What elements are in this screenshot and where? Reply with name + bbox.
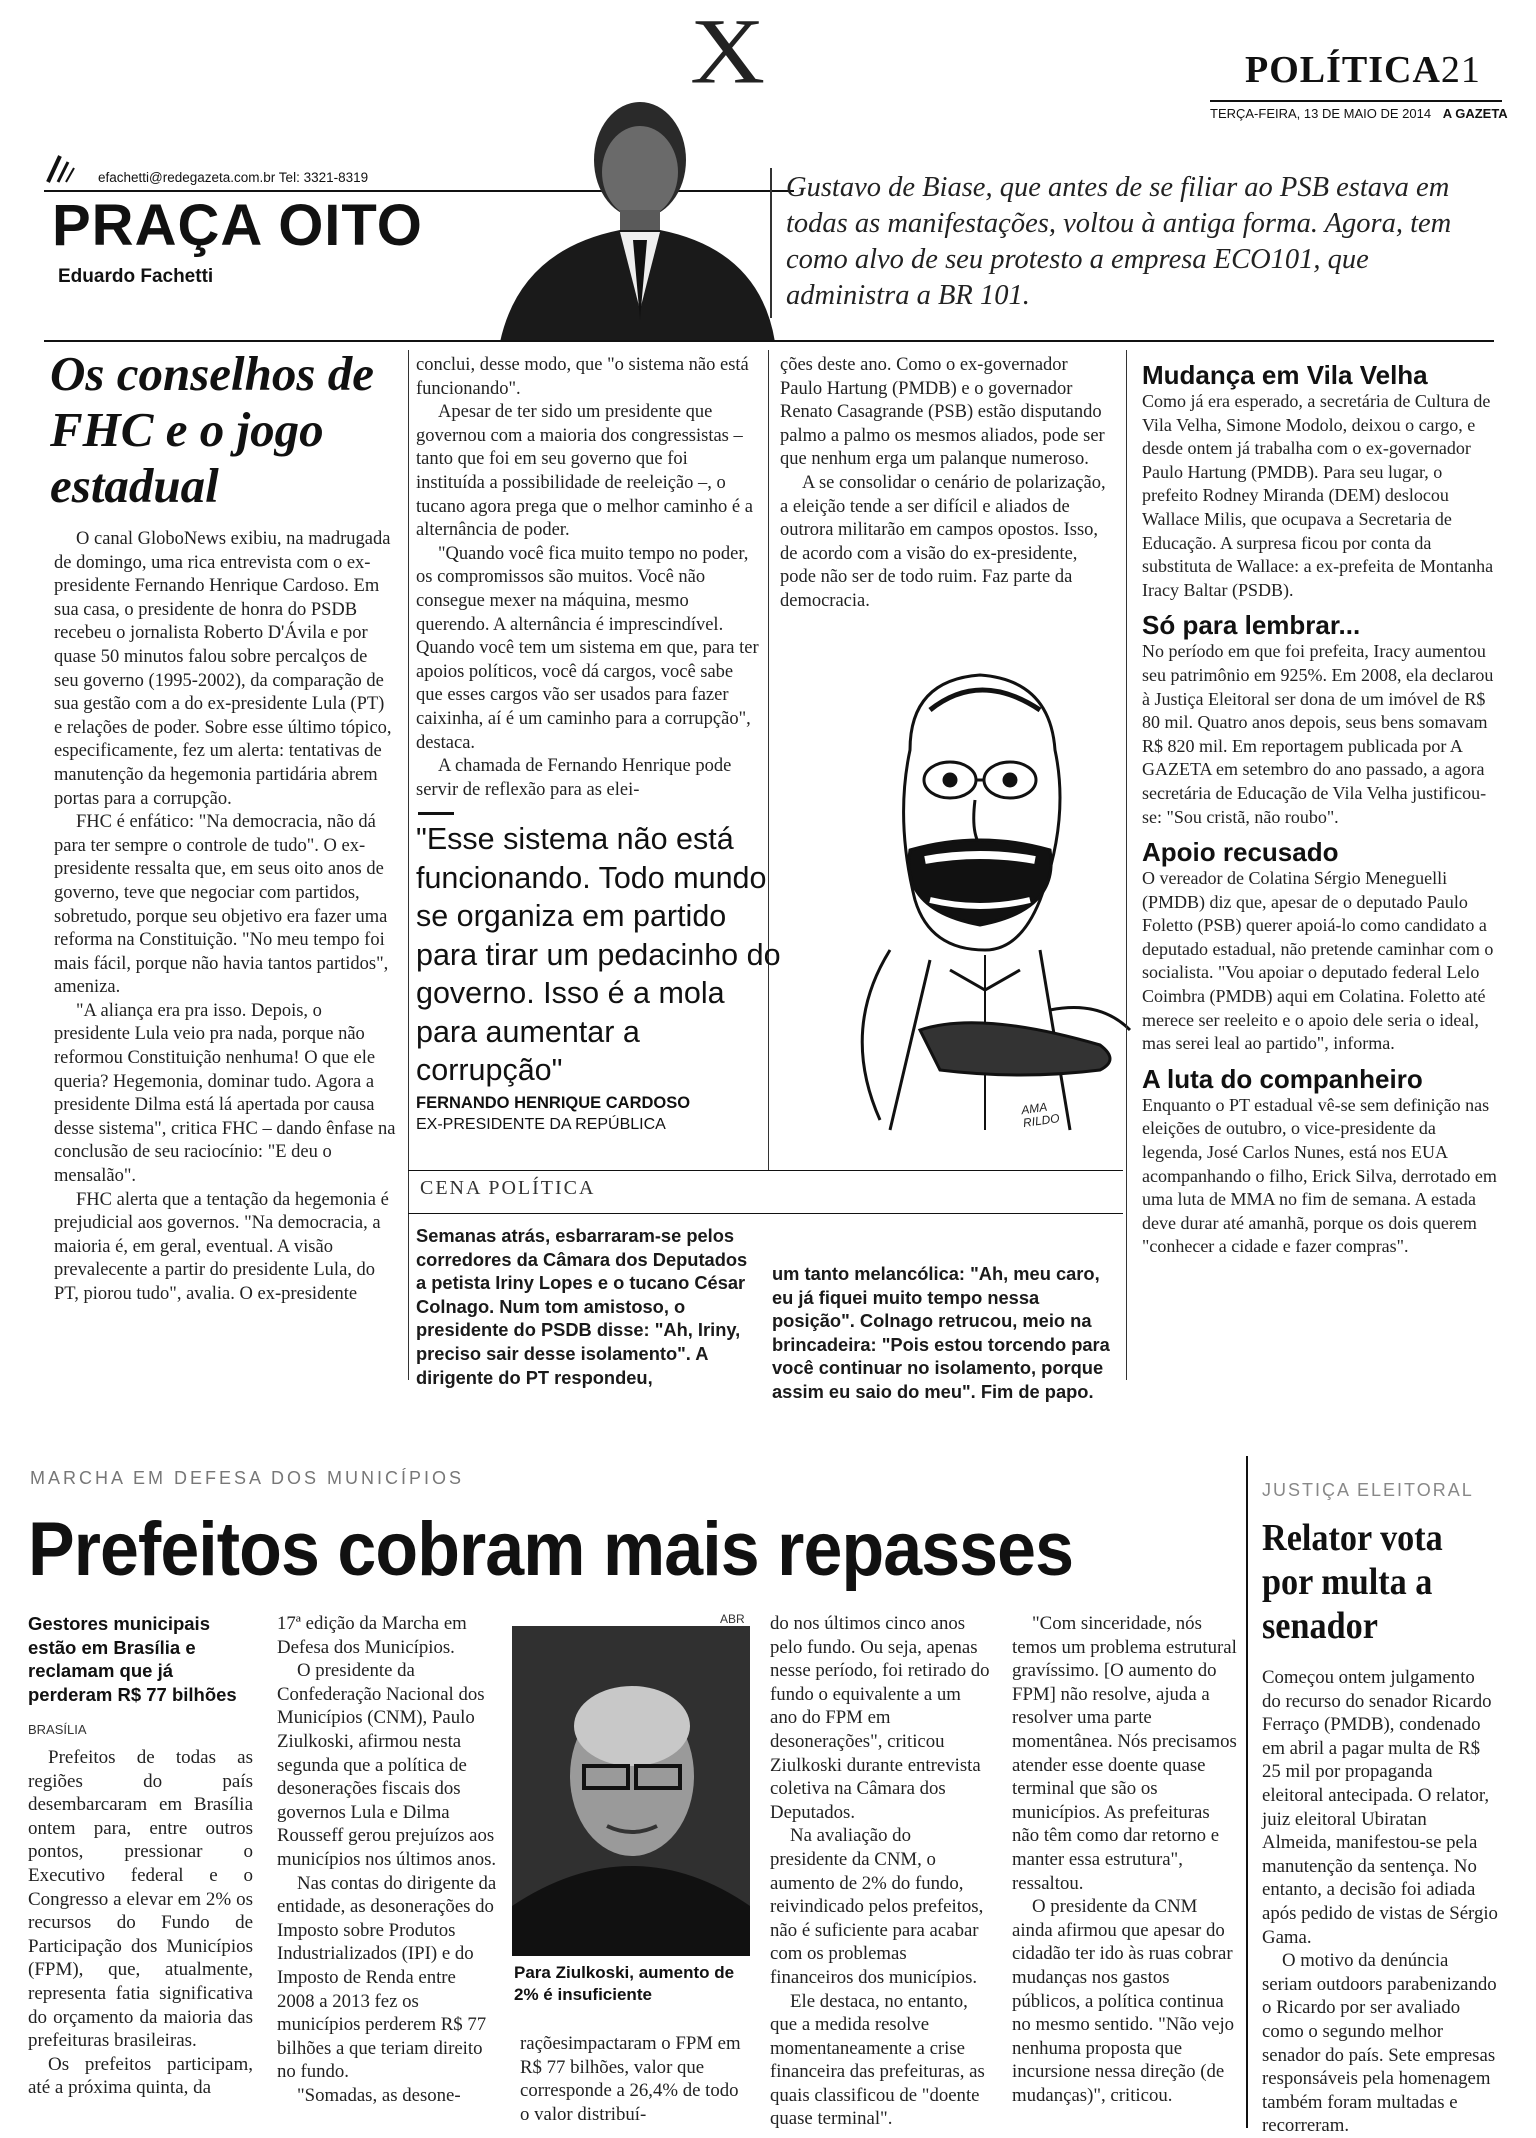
pull-quote: "Esse sistema não está funcionando. Todo mundo se organiza em partido para tirar um pedacinho do governo. Isso é a mola para aumentar a corrupção" xyxy=(416,822,781,1087)
cartoon-signature: AMA RILDO xyxy=(1020,1099,1061,1131)
paragraph: A se consolidar o cenário de polarização, a eleição tende a ser difícil e aliados de outrora militarão em campos opostos. Isso, de acordo com a visão do ex-presidente, pode não ser de todo ruim. Faz parte da democracia. xyxy=(780,472,1106,611)
side-kicker: JUSTIÇA ELEITORAL xyxy=(1262,1480,1474,1500)
bottom-col-1 xyxy=(28,1746,253,2100)
sidebar-note-text: Como já era esperado, a secretária de Cultura de Vila Velha, Simone Modolo, deixou o cargo, e desde ontem já trabalha com o ex-governador Paulo Hartung (PMDB). Para seu lugar, o prefeito Rodney Miranda (DEM) deslocou Wallace Milis, que ocupava a Secretaria de Educação. A surpresa ficou por conta da substituta de Wallace: a ex-prefeita de Montanha Iracy Baltar (PSDB). xyxy=(1142,391,1494,600)
paragraph: O presidente da Confederação Nacional dos Municípios (CNM), Paulo Ziulkoski, afirmou nesta segunda que a política de desonerações fiscais dos governos Lula e Dilma Rousseff gerou prejuízos aos municípios nos últimos anos. xyxy=(277,1660,497,1870)
section-name: POLÍTICA xyxy=(1245,49,1441,91)
paragraph: Ele destaca, no entanto, que a medida resolve momentaneamente a crise financeira das prefeituras, as quais classificou de "doente quase terminal". xyxy=(770,1990,985,2130)
paragraph: Na avaliação do presidente da CNM, o aumento de 2% do fundo, reivindicado pelos prefeitos, não é suficiente para acabar com os problemas financeiros dos municípios. xyxy=(770,1825,984,1988)
paragraph: Começou ontem julgamento do recurso do senador Ricardo Ferraço (PMDB), condenado em abril a pagar multa de R$ 25 mil por propaganda eleitoral antecipada. O relator, juiz eleitoral Ubiratan Almeida, manifestou-se pela manutenção da sentença. No entanto, a decisão foi adiada após pedido de vistas de Sérgio Gama. xyxy=(1262,1667,1498,1948)
column-top-note: Gustavo de Biase, que antes de se filiar ao PSB estava em todas as manifestações, voltou à antiga forma. Agora, tem como alvo de seu protesto a empresa ECO101, que administra a BR 101. xyxy=(786,172,1452,311)
sidebar-note-title: Mudança em Vila Velha xyxy=(1142,360,1428,390)
quote-speaker: FERNANDO HENRIQUE CARDOSO xyxy=(416,1094,691,1112)
main-col-3 xyxy=(780,354,1110,614)
paragraph: do nos últimos cinco anos pelo fundo. Ou seja, apenas nesse período, foi retirado do fundo o equivalente a um ano do FPM em desonerações", criticou Ziulkoski durante entrevista coletiva na Câmara dos Deputados. xyxy=(770,1613,990,1823)
paragraph: FHC é enfático: "Na democracia, não dá para ter sempre o controle de tudo". O ex-presidente ressalta que, em seus oito anos de governo, teve que negociar com partidos, sobretudo, porque seu objetivo era fazer uma reforma na Constituição. "No meu tempo foi mais fácil, porque não havia tantos partidos", ameniza. xyxy=(54,812,389,998)
paper-name: A GAZETA xyxy=(1442,106,1508,121)
paragraph: "Com sinceridade, nós temos um problema estrutural gravíssimo. [O aumento do FPM] não resolve, ajuda a resolver uma parte momentânea. Nós precisamos atender esse doente quase terminal que são os municípios. As prefeituras não têm como dar retorno e manter essa estrutura", ressaltou. xyxy=(1012,1613,1237,1894)
photo-caption: Para Ziulkoski, aumento de 2% é insuficiente xyxy=(514,1963,735,2004)
page-date xyxy=(1210,106,1508,121)
paragraph: O presidente da CNM ainda afirmou que apesar do cidadão ter ido às ruas cobrar mudanças nos gastos públicos, a política continua no mesmo sentido. "Não vejo nenhuma proposta que incursione nessa direção (de mudanças)", criticou. xyxy=(1012,1896,1235,2106)
bottom-deck: Gestores municipais estão em Brasília e reclamam que já perderam R$ 77 bilhões xyxy=(28,1613,237,1705)
sidebar-note-text: O vereador de Colatina Sérgio Meneguelli (PMDB) diz que, apesar de o deputado Paulo Foletto (PSB) querer apoiá-lo como candidato a deputado estadual, não pretende caminhar com o socialista. "Vou apoiar o deputado federal Lelo Coimbra (PMDB) aqui em Colatina. Foletto até merece ser reeleito e o apoio dele seria o ideal, mas serei leal ao partido", informa. xyxy=(1142,868,1494,1054)
cena-politica-col-1: Semanas atrás, esbarraram-se pelos corredores da Câmara dos Deputados a petista Iriny Lopes e o tucano César Colnago. Num tom amistoso, o presidente do PSDB disse: "Ah, Iriny, preciso sair desse isolamento". A dirigente do PT respondeu, xyxy=(416,1225,748,1388)
columnist-photo xyxy=(470,80,780,342)
paragraph: ções deste ano. Como o ex-governador Paulo Hartung (PMDB) e o governador Renato Casagrande (PSB) estão disputando palmo a palmo os mesmos aliados, pode ser que nenhum erga um palanque numeroso. xyxy=(780,355,1105,470)
sidebar-note-title: Apoio recusado xyxy=(1142,837,1339,868)
column-name: PRAÇA OITO xyxy=(52,193,423,258)
paragraph: "Somadas, as desone- xyxy=(297,2084,461,2106)
side-headline: Relator vota por multa a senador xyxy=(1262,1517,1443,1647)
sidebar-note-text: Enquanto o PT estadual vê-se sem definição nas eleições de outubro, o vice-presidente da legenda, José Carlos Nunes, está nos EUA acompanhando o filho, Erick Silva, derrotado em uma luta de MMA no fim de semana. A estada deve durar até amanhã, porque os dois querem "conhecer a cidade e fazer compras". xyxy=(1142,1094,1497,1257)
sidebar-note xyxy=(1142,360,1497,602)
sidebar-note xyxy=(1142,610,1497,829)
bottom-col-3: raçõesimpactaram o FPM em R$ 77 bilhões, valor que corresponde a 26,4% de todo o valor distribuí- xyxy=(520,2033,741,2125)
date-text: TERÇA-FEIRA, 13 DE MAIO DE 2014 xyxy=(1210,106,1432,121)
ziulkoski-photo xyxy=(512,1626,750,1956)
sidebar xyxy=(1142,360,1497,1259)
paragraph: conclui, desse modo, que "o sistema não está funcionando". xyxy=(416,355,749,399)
sidebar-note-text: No período em que foi prefeita, Iracy aumentou seu patrimônio em 925%. Em 2008, ela declarou à Justiça Eleitoral ser dona de um imóvel de R$ 80 mil. Quatro anos depois, seus bens somavam R$ 820 mil. Em reportagem publicada por A GAZETA em setembro do ano passado, a agora secretária de Educação de Vila Velha justificou-se: "Sou cristã, não roubo". xyxy=(1142,641,1494,827)
paragraph: "Quando você fica muito tempo no poder, os compromissos são muitos. Você não consegue mexer na máquina, mesmo querendo. A alternância é imprescindível. Quando você tem um sistema em que, para ter apoios políticos, você dá cargos, você sabe que esses cargos vão ser usados para fazer caixinha, aí é um caminho para a corrupção", destaca. xyxy=(416,543,759,753)
bottom-headline: Prefeitos cobram mais repasses xyxy=(28,1507,1074,1592)
paragraph: Apesar de ter sido um presidente que governou com a maioria dos congressistas – tanto que foi em seu governo que foi instituída a possibilidade de reeleição –, o tucano agora prega que o melhor caminho é a alternância de poder. xyxy=(416,402,753,541)
main-col-2 xyxy=(416,354,760,802)
paragraph: 17ª edição da Marcha em Defesa dos Municípios. xyxy=(277,1613,467,1658)
sidebar-note xyxy=(1142,837,1497,1056)
dateline: BRASÍLIA xyxy=(28,1722,87,1737)
column-author: Eduardo Fachetti xyxy=(58,266,214,287)
paragraph: Prefeitos de todas as regiões do país desembarcaram em Brasília ontem para, entre outros pontos, pressionar o Executivo federal e o Congresso a elevar em 2% os recursos do Fundo de Participação dos Municípios (FPM), que, atualmente, representa fatia significativa do orçamento da maioria das prefeituras brasileiras. xyxy=(28,1747,253,2052)
paragraph: A chamada de Fernando Henrique pode servir de reflexão para as elei- xyxy=(416,756,732,800)
fhc-caricature xyxy=(800,650,1140,1150)
sidebar-note-title: A luta do companheiro xyxy=(1142,1063,1423,1094)
main-col-1 xyxy=(54,528,396,1307)
paragraph: Os prefeitos participam, até a próxima quinta, da xyxy=(28,2053,253,2099)
page-number: 21 xyxy=(1440,49,1481,91)
paragraph: Nas contas do dirigente da entidade, as desonerações do Imposto sobre Produtos Industrializados (IPI) e do Imposto de Renda entre 2008 a 2013 fez os municípios perderem R$ 77 bilhões a que teriam direito no fundo. xyxy=(277,1872,497,2083)
paragraph: FHC alerta que a tentação da hegemonia é prejudicial aos governos. "Na democracia, a maioria é, em geral, eventual. A visão prevalecente a partir do presidente Lula, do PT, piorou tudo", avalia. O ex-presidente xyxy=(54,1189,389,1304)
main-headline: Os conselhos de FHC e o jogo estadual xyxy=(50,346,374,513)
side-body xyxy=(1262,1666,1498,2138)
bottom-col-4 xyxy=(770,1612,990,2131)
quote-role: EX-PRESIDENTE DA REPÚBLICA xyxy=(416,1116,666,1133)
column-logo-icon xyxy=(44,150,82,186)
paragraph: O motivo da denúncia seriam outdoors parabenizando o Ricardo por ser avaliado como o segundo melhor senador do país. Sete empresas responsáveis pela homenagem também foram multadas e recorreram. xyxy=(1262,1950,1497,2137)
section-title xyxy=(1245,48,1481,92)
sidebar-note xyxy=(1142,1064,1497,1259)
hand-mark: X xyxy=(690,0,766,104)
sidebar-note-title: Só para lembrar... xyxy=(1142,610,1361,641)
paragraph: "A aliança era pra isso. Depois, o presidente Lula veio pra nada, porque não reformou Constituição nenhuma! O que ele queria? Hegemonia, dominar tudo. Agora a presidente Dilma está lá apertada por causa desse sistema", critica FHC – dando ênfase na conclusão de seu raciocínio: "E deu o mensalão". xyxy=(54,1000,396,1187)
bottom-col-2 xyxy=(277,1612,497,2107)
bottom-kicker: MARCHA EM DEFESA DOS MUNICÍPIOS xyxy=(30,1468,465,1488)
bottom-col-5 xyxy=(1012,1612,1238,2107)
photo-credit: ABR xyxy=(720,1612,745,1626)
cena-politica-col-2: um tanto melancólica: "Ah, meu caro, eu já fiquei muito tempo nessa posição". Colnago retrucou, meio na brincadeira: "Pois estou torcendo para você continuar no isolamento, porque assim eu saio do meu". Fim de papo. xyxy=(772,1263,1110,1402)
paragraph: O canal GloboNews exibiu, na madrugada de domingo, uma rica entrevista com o ex-presidente Fernando Henrique Cardoso. Em sua casa, o presidente de honra do PSDB recebeu o jornalista Roberto D'Ávila e por quase 50 minutos falou sobre percalços de seu governo (1995-2002), da comparação de sua gestão com a do ex-presidente Lula (PT) e relações de poder. Sobre esse último tópico, especificamente, fez um alerta: tentativas de manutenção da hegemonia partidária abrem portas para a corrupção. xyxy=(54,529,392,809)
column-contact: efachetti@redegazeta.com.br Tel: 3321-8319 xyxy=(98,170,369,185)
cena-politica-label: CENA POLÍTICA xyxy=(420,1177,596,1199)
